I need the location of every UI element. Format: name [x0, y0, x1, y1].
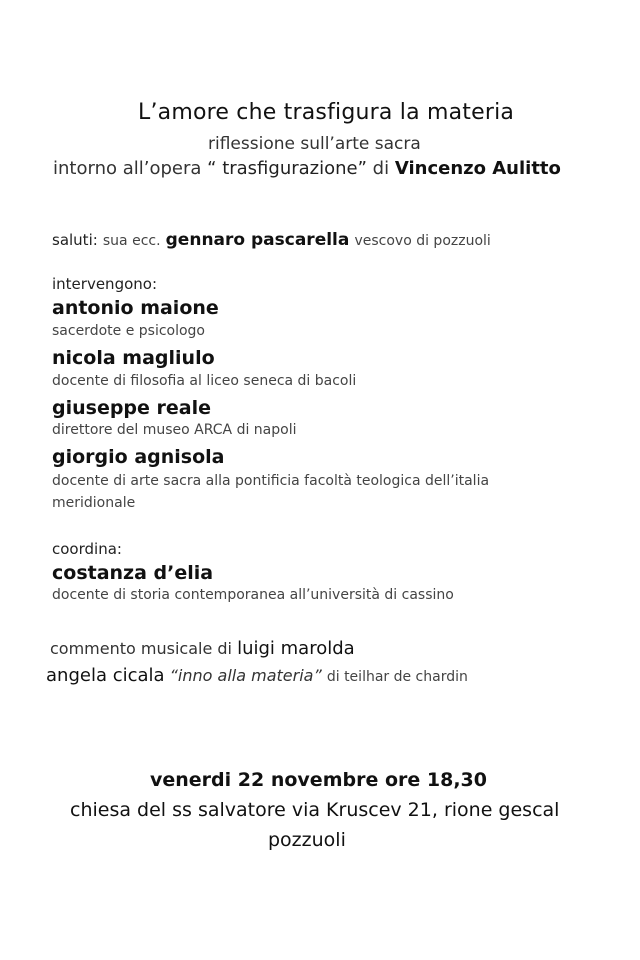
speaker-role: docente di arte sacra alla pontificia facoltà teologica dell’italia: [52, 473, 490, 489]
greetings-title: sua ecc.: [102, 233, 161, 249]
greetings-line: [52, 230, 491, 250]
speakers-label: intervengono:: [52, 275, 157, 293]
artwork-line: [53, 158, 561, 179]
event-subtitle: riflessione sull’arte sacra: [208, 134, 421, 154]
event-venue: chiesa del ss salvatore via Kruscev 21, rione gescal: [70, 799, 560, 821]
moderator-name: costanza d’elia: [52, 562, 214, 584]
speaker-name: antonio maione: [52, 297, 219, 319]
greetings-name: gennaro pascarella: [165, 230, 350, 250]
greetings-label: saluti:: [52, 231, 98, 249]
moderator-role: docente di storia contemporanea all’università di cassino: [52, 587, 454, 603]
speaker-role: docente di filosofia al liceo seneca di bacoli: [52, 373, 357, 389]
speaker-name: nicola magliulo: [52, 347, 215, 369]
reading-author: di teilhar de chardin: [326, 669, 468, 685]
music-line: [50, 638, 355, 659]
musician-name: luigi marolda: [237, 638, 355, 659]
speaker-role: direttore del museo ARCA di napoli: [52, 422, 297, 438]
speaker-role: sacerdote e psicologo: [52, 323, 206, 339]
speaker-role-continued: meridionale: [52, 495, 136, 511]
artwork-title: “ trasfigurazione”: [207, 158, 367, 179]
reader-name: angela cicala: [46, 665, 165, 686]
music-prefix: commento musicale di: [50, 639, 232, 658]
event-datetime: venerdi 22 novembre ore 18,30: [150, 769, 487, 791]
artwork-prefix: intorno all’opera: [53, 158, 202, 179]
reading-line: [46, 665, 468, 686]
speaker-name: giorgio agnisola: [52, 446, 225, 468]
moderator-label: coordina:: [52, 540, 122, 558]
artist-name: Vincenzo Aulitto: [394, 158, 561, 179]
greetings-role: vescovo di pozzuoli: [354, 233, 491, 249]
artwork-di: di: [372, 158, 390, 179]
event-title: L’amore che trasfigura la materia: [138, 100, 515, 125]
speaker-name: giuseppe reale: [52, 397, 212, 419]
reading-title: “inno alla materia”: [169, 666, 322, 685]
event-city: pozzuoli: [268, 829, 346, 851]
